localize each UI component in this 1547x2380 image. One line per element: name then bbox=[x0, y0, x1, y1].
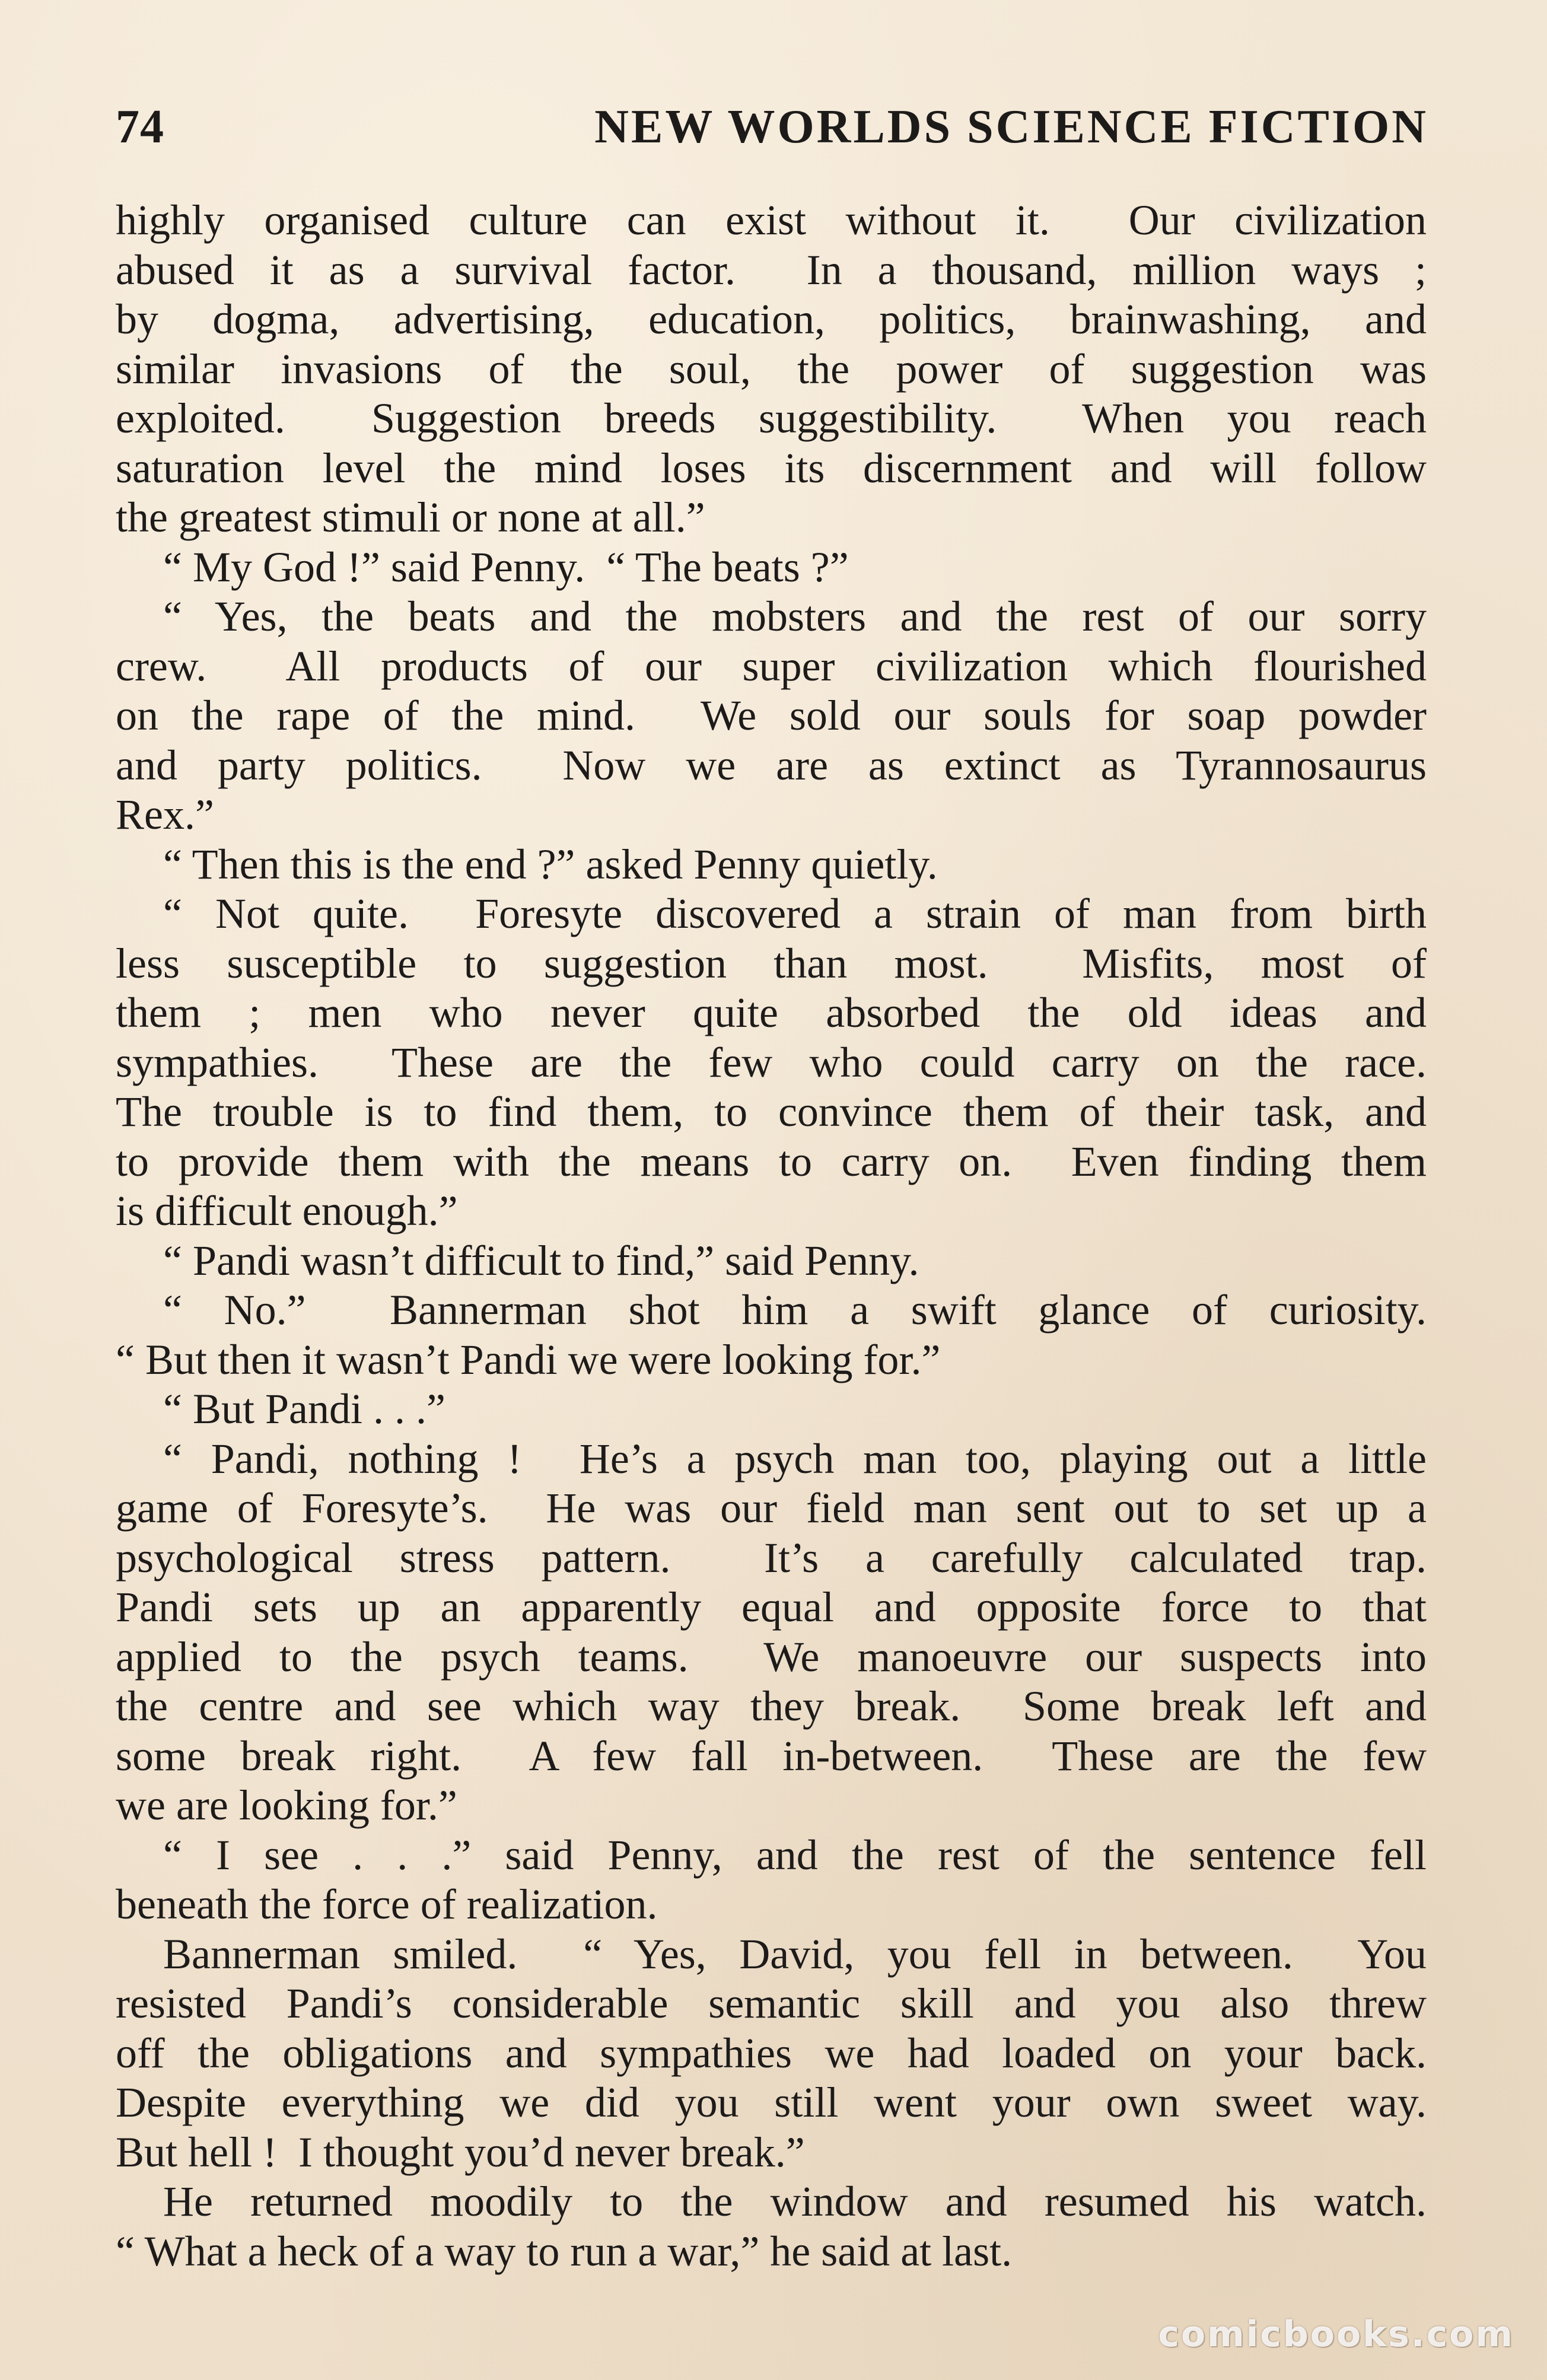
text-line: highly organised culture can exist without it. Our civilization bbox=[116, 196, 1427, 244]
watermark-text: comicbooks.com bbox=[1158, 2314, 1514, 2355]
text-line: applied to the psych teams. We manoeuvre our suspects into bbox=[116, 1633, 1427, 1681]
text-line: abused it as a survival factor. In a thousand, million ways ; bbox=[116, 246, 1427, 294]
text-line: by dogma, advertising, education, politics, brainwashing, and bbox=[116, 295, 1427, 343]
text-line: psychological stress pattern. It’s a carefully calculated trap. bbox=[116, 1533, 1427, 1582]
text-line: we are looking for.” bbox=[116, 1781, 457, 1829]
text-line: game of Foresyte’s. He was our field man sent out to set up a bbox=[116, 1484, 1427, 1532]
text-line: “ But then it wasn’t Pandi we were looking for.” bbox=[116, 1335, 941, 1383]
text-line: sympathies. These are the few who could carry on the race. bbox=[116, 1038, 1427, 1086]
running-head bbox=[116, 89, 1428, 154]
text-line: them ; men who never quite absorbed the old ideas and bbox=[116, 989, 1427, 1036]
text-line: Rex.” bbox=[116, 791, 214, 838]
text-line: some break right. A few fall in-between. These are the few bbox=[116, 1732, 1427, 1780]
text-line: “ Pandi, nothing ! He’s a psych man too, playing out a little bbox=[163, 1434, 1427, 1482]
text-line: He returned moodily to the window and resumed his watch. bbox=[163, 2178, 1427, 2225]
text-line: “ My God !” said Penny. “ The beats ?” bbox=[163, 543, 849, 591]
text-line: exploited. Suggestion breeds suggestibility. When you reach bbox=[116, 394, 1427, 442]
story-text bbox=[116, 196, 1427, 2276]
text-line: less susceptible to suggestion than most. Misfits, most of bbox=[116, 939, 1427, 987]
text-line: “ No.” Bannerman shot him a swift glance of curiosity. bbox=[163, 1286, 1427, 1334]
text-line: Despite everything we did you still went your own sweet way. bbox=[116, 2079, 1427, 2126]
text-line: The trouble is to find them, to convince them of their task, and bbox=[116, 1088, 1427, 1135]
text-line: to provide them with the means to carry on. Even finding them bbox=[116, 1137, 1427, 1185]
text-line: the greatest stimuli or none at all.” bbox=[116, 494, 705, 541]
page-number: 74 bbox=[116, 101, 164, 153]
text-line: similar invasions of the soul, the power of suggestion was bbox=[116, 345, 1427, 393]
text-line: saturation level the mind loses its discernment and will follow bbox=[116, 444, 1427, 492]
text-line: “ Yes, the beats and the mobsters and the rest of our sorry bbox=[163, 593, 1427, 640]
text-line: and party politics. Now we are as extinct as Tyrannosaurus bbox=[116, 741, 1427, 789]
text-line: crew. All products of our super civilization which flourished bbox=[116, 642, 1427, 690]
text-line: off the obligations and sympathies we had loaded on your back. bbox=[116, 2029, 1427, 2077]
text-line: resisted Pandi’s considerable semantic skill and you also threw bbox=[116, 1980, 1427, 2027]
text-line: Bannerman smiled. “ Yes, David, you fell in between. You bbox=[163, 1930, 1427, 1978]
text-line: the centre and see which way they break. Some break left and bbox=[116, 1682, 1427, 1730]
text-line: “ Pandi wasn’t difficult to find,” said Penny. bbox=[163, 1236, 919, 1284]
text-line: “ I see . . .” said Penny, and the rest of the sentence fell bbox=[163, 1831, 1427, 1879]
magazine-title: NEW WORLDS SCIENCE FICTION bbox=[594, 101, 1428, 153]
text-line: “ Not quite. Foresyte discovered a strain of man from birth bbox=[163, 890, 1427, 937]
text-line: “ What a heck of a way to run a war,” he said at last. bbox=[116, 2227, 1013, 2275]
text-line: Pandi sets up an apparently equal and opposite force to that bbox=[116, 1583, 1427, 1631]
text-line: is difficult enough.” bbox=[116, 1187, 458, 1234]
text-line: “ But Pandi . . .” bbox=[163, 1385, 445, 1433]
text-line: on the rape of the mind. We sold our souls for soap powder bbox=[116, 692, 1427, 739]
text-line: “ Then this is the end ?” asked Penny quietly. bbox=[163, 840, 938, 888]
text-line: beneath the force of realization. bbox=[116, 1881, 658, 1928]
text-line: But hell ! I thought you’d never break.” bbox=[116, 2128, 805, 2176]
